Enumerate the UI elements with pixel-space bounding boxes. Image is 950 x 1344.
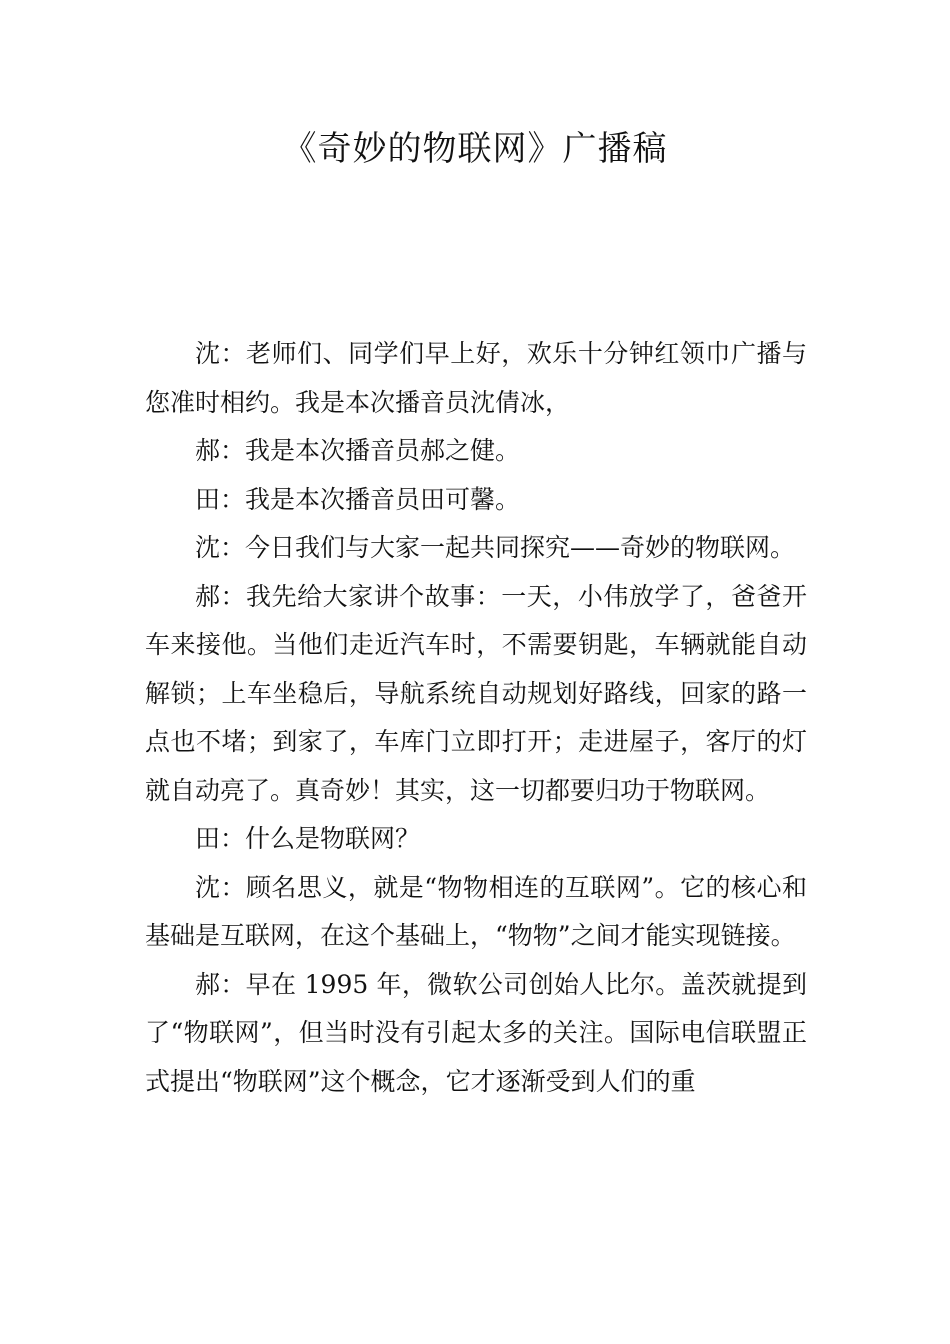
- document-title: 《奇妙的物联网》广播稿: [282, 129, 668, 169]
- paragraph-3: 田：我是本次播音员田可馨。: [195, 484, 521, 514]
- paragraph-8: 郝：早在 1995 年，微软公司创始人比尔。盖茨就提到了“物联网”，但当时没有引起太多的关注。国际电信联盟正式提出“物联网”这个概念，它才逐渐受到人们的重: [145, 969, 807, 1096]
- paragraph-2: 郝：我是本次播音员郝之健。: [195, 436, 521, 465]
- paragraph-7: 沈：顾名思义，就是“物物相连的互联网”。它的核心和基础是互联网，在这个基础上，“物物”之间才能实现链接。: [145, 872, 807, 950]
- paragraph-4: 沈：今日我们与大家一起共同探究——奇妙的物联网。: [195, 533, 796, 562]
- document-body: [145, 330, 807, 1106]
- paragraph-6: 田：什么是物联网？: [195, 824, 421, 853]
- paragraph-5: 郝：我先给大家讲个故事：一天，小伟放学了，爸爸开车来接他。当他们走近汽车时，不需要钥匙，车辆就能自动解锁；上车坐稳后，导航系统自动规划好路线，回家的路一点也不堵；到家了，车库门立即打开；走进屋子，客厅的灯就自动亮了。真奇妙！其实，这一切都要归功于物联网。: [145, 581, 807, 805]
- paragraph-1: 沈：老师们、同学们早上好，欢乐十分钟红领巾广播与您准时相约。我是本次播音员沈倩冰，: [145, 339, 807, 417]
